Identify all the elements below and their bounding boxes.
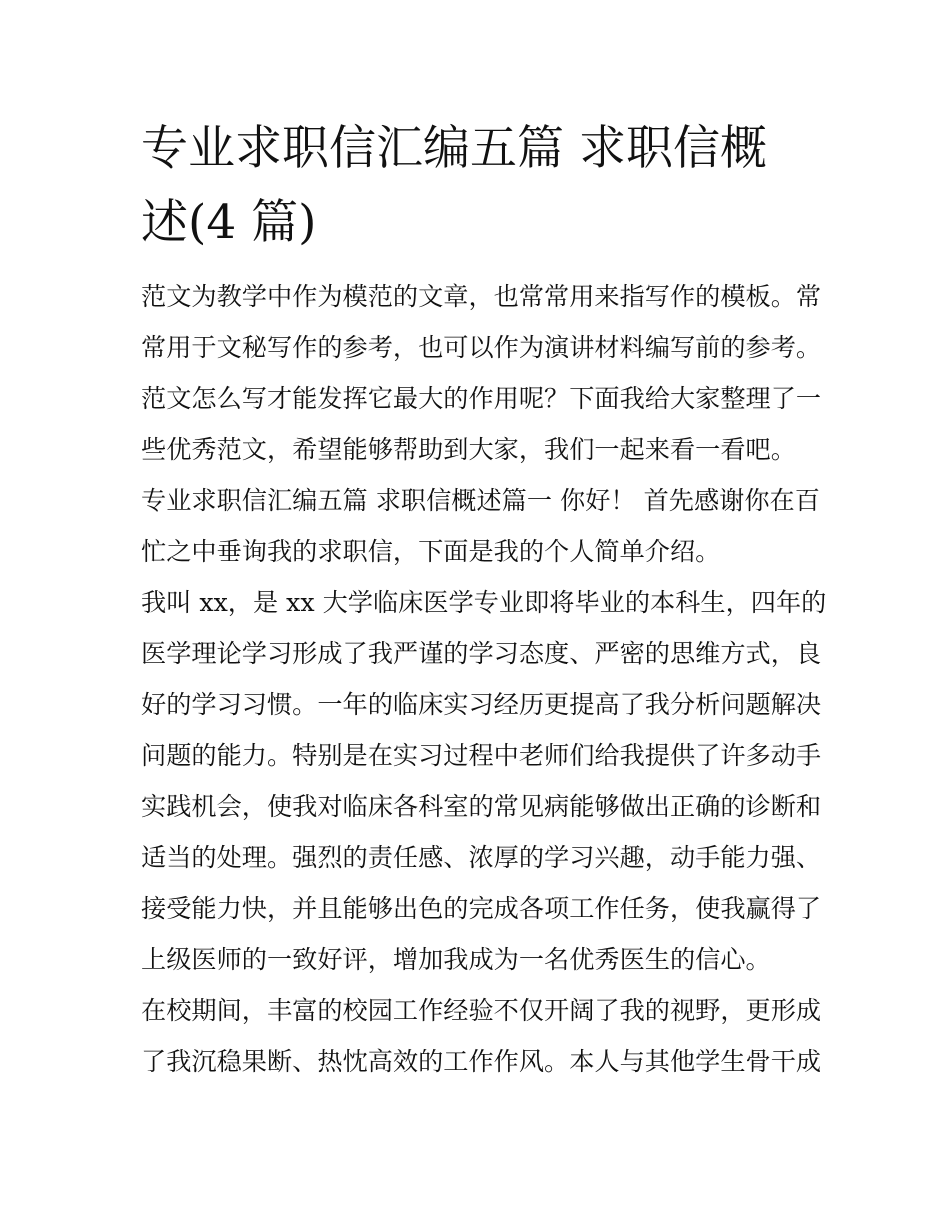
text-line: 医学理论学习形成了我严谨的学习态度、严密的思维方式，良 (141, 639, 822, 668)
text-line: 上级医师的一致好评，增加我成为一名优秀医生的信心。 (141, 945, 771, 974)
text-line: 实践机会，使我对临床各科室的常见病能够做出正确的诊断和 (141, 792, 822, 821)
text-line: 些优秀范文，希望能够帮助到大家，我们一起来看一看吧。 (141, 435, 796, 464)
greeting-paragraph (141, 475, 821, 577)
text-line: 了我沉稳果断、热忱高效的工作作风。本人与其他学生骨干成 (141, 1047, 822, 1076)
text-line: 常用于文秘写作的参考，也可以作为演讲材料编写前的参考。 (141, 333, 822, 362)
text-line: 范文怎么写才能发挥它最大的作用呢？下面我给大家整理了一 (141, 384, 822, 413)
text-line: 好的学习习惯。一年的临床实习经历更提高了我分析问题解决 (141, 690, 822, 719)
text-line: 适当的处理。强烈的责任感、浓厚的学习兴趣，动手能力强、 (141, 843, 822, 872)
text-line: 接受能力快，并且能够出色的完成各项工作任务，使我赢得了 (141, 894, 822, 923)
intro-paragraph (141, 271, 821, 475)
campus-experience-paragraph (141, 985, 821, 1087)
text-line: 我叫 xx，是 xx 大学临床医学专业即将毕业的本科生，四年的 (141, 588, 827, 617)
text-line: 在校期间，丰富的校园工作经验不仅开阔了我的视野，更形成 (141, 996, 822, 1025)
title-line: 专业求职信汇编五篇 求职信概 (141, 121, 767, 176)
text-line: 问题的能力。特别是在实习过程中老师们给我提供了许多动手 (141, 741, 822, 770)
title-line: 述(4 篇) (141, 195, 317, 250)
document-page (141, 112, 827, 1087)
text-line: 范文为教学中作为模范的文章，也常常用来指写作的模板。常 (141, 282, 822, 311)
document-title (141, 112, 821, 260)
introduction-paragraph (141, 577, 827, 985)
text-line: 忙之中垂询我的求职信，下面是我的个人简单介绍。 (141, 537, 721, 566)
text-line: 专业求职信汇编五篇 求职信概述篇一 你好！ 首先感谢你在百 (141, 486, 820, 515)
